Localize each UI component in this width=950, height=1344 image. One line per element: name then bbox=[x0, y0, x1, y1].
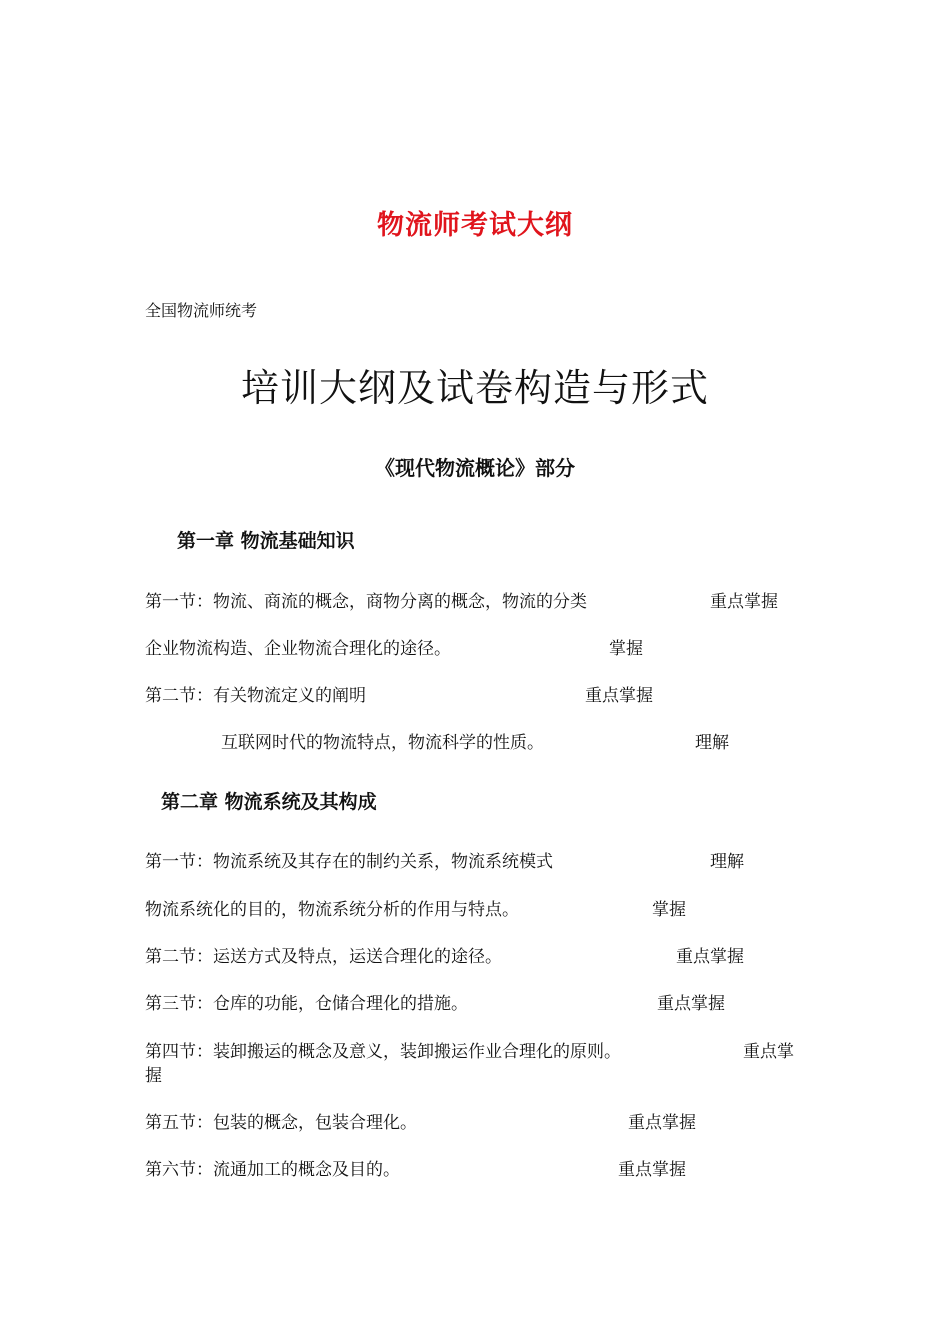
list-item: 第二节：有关物流定义的阐明 bbox=[145, 686, 366, 706]
requirement-label: 重点掌握 bbox=[618, 1160, 686, 1180]
list-item: 第五节：包装的概念，包装合理化。 bbox=[145, 1113, 417, 1133]
list-item: 第一节：物流、商流的概念，商物分离的概念，物流的分类 bbox=[145, 592, 587, 612]
list-item: 企业物流构造、企业物流合理化的途径。 bbox=[145, 639, 451, 659]
requirement-label: 掌握 bbox=[652, 900, 686, 920]
requirement-label: 重点掌握 bbox=[628, 1113, 696, 1133]
list-item: 第三节：仓库的功能，仓储合理化的措施。 bbox=[145, 994, 468, 1014]
list-item: 第二节：运送方式及特点，运送合理化的途径。 bbox=[145, 947, 502, 967]
list-item: 互联网时代的物流特点，物流科学的性质。 bbox=[221, 733, 544, 753]
requirement-label: 重点掌握 bbox=[710, 592, 778, 612]
requirement-label: 重点掌握 bbox=[657, 994, 725, 1014]
list-item: 第四节：装卸搬运的概念及意义，装卸搬运作业合理化的原则。 bbox=[145, 1042, 621, 1062]
requirement-label: 理解 bbox=[695, 733, 729, 753]
chapter-2-title: 第二章 物流系统及其构成 bbox=[161, 791, 377, 813]
requirement-label: 理解 bbox=[710, 852, 744, 872]
requirement-label: 重点掌握 bbox=[676, 947, 744, 967]
requirement-label: 重点掌握 bbox=[585, 686, 653, 706]
requirement-label-wrap: 握 bbox=[145, 1066, 162, 1086]
exam-subtitle: 全国物流师统考 bbox=[145, 301, 258, 320]
list-item: 物流系统化的目的，物流系统分析的作用与特点。 bbox=[145, 900, 519, 920]
list-item: 第六节：流通加工的概念及目的。 bbox=[145, 1160, 400, 1180]
requirement-label: 掌握 bbox=[609, 639, 643, 659]
chapter-1-title: 第一章 物流基础知识 bbox=[177, 530, 355, 552]
main-heading: 培训大纲及试卷构造与形式 bbox=[240, 366, 709, 410]
part-title: 《现代物流概论》部分 bbox=[375, 456, 575, 480]
document-title: 物流师考试大纲 bbox=[377, 210, 573, 241]
list-item: 第一节：物流系统及其存在的制约关系，物流系统模式 bbox=[145, 852, 553, 872]
requirement-label: 重点掌 bbox=[743, 1042, 794, 1062]
